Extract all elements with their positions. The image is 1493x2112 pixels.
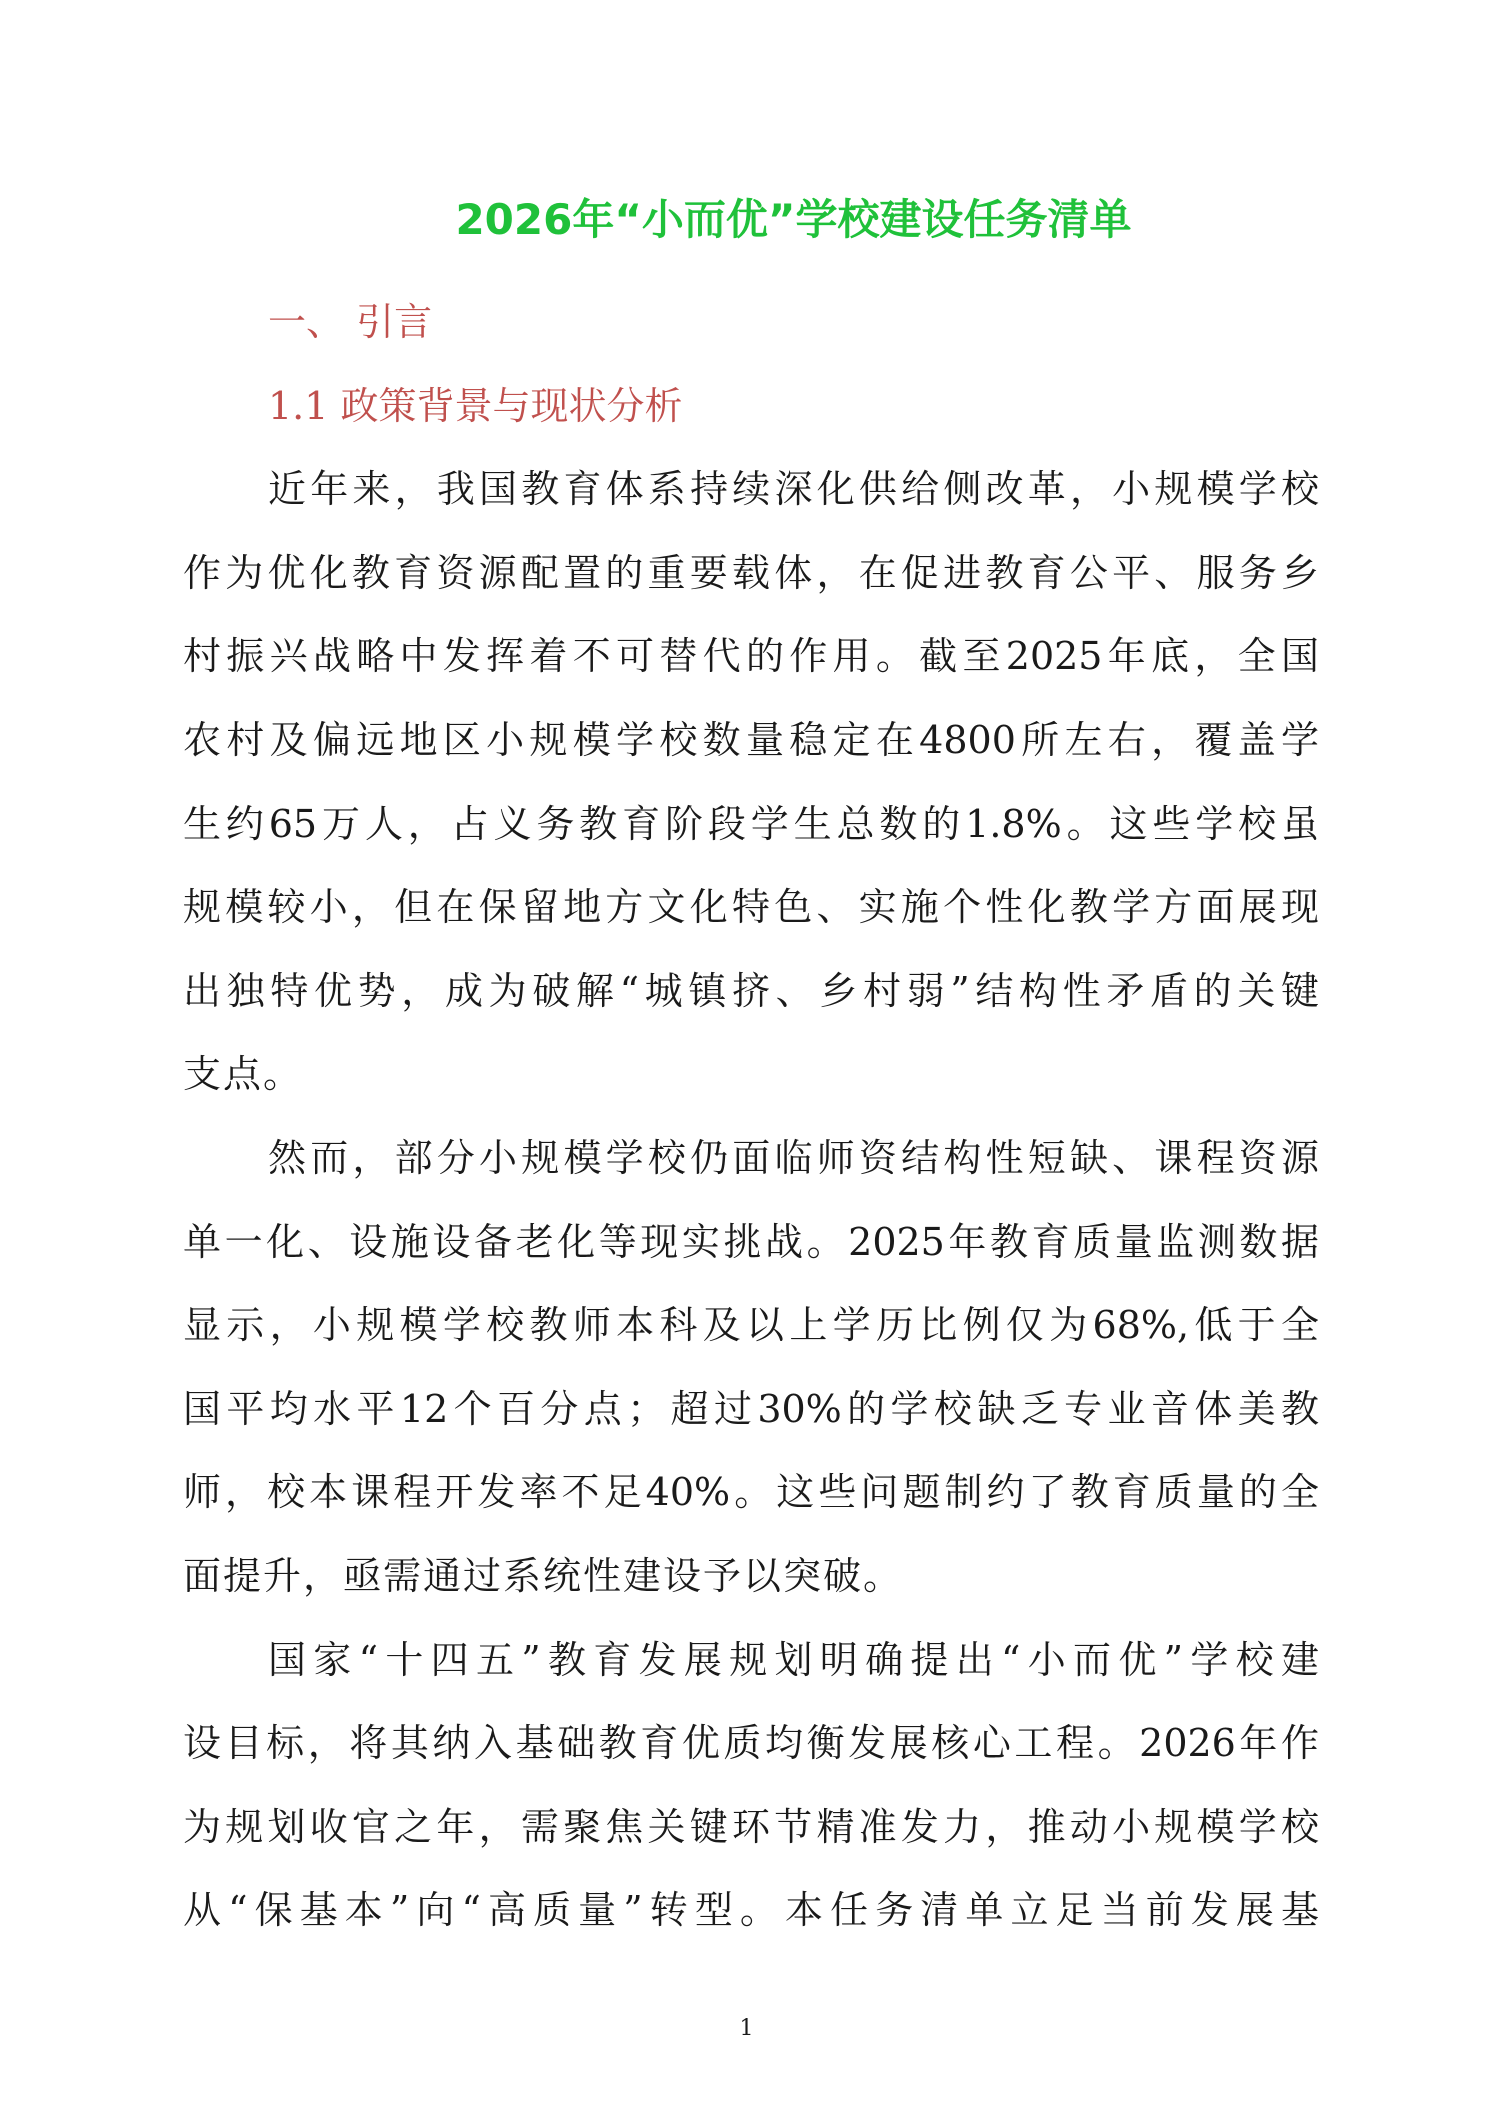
paragraph-line: 村振兴战略中发挥着不可替代的作用。截至2025年底，全国 (183, 634, 1319, 679)
paragraph-line: 然而，部分小规模学校仍面临师资结构性短缺、课程资源 (268, 1135, 1319, 1180)
document-title: 2026年“小而优”学校建设任务清单 (455, 195, 1132, 244)
paragraph-line: 国家“十四五”教育发展规划明确提出“小而优”学校建 (268, 1637, 1319, 1682)
paragraph-line: 从“保基本”向“高质量”转型。本任务清单立足当前发展基 (183, 1888, 1319, 1933)
paragraph-1 (183, 448, 1319, 1117)
paragraph-line: 生约65万人，占义务教育阶段学生总数的1.8%。这些学校虽 (183, 801, 1319, 846)
page-number: 1 (739, 2016, 754, 2041)
paragraph-line: 面提升，亟需通过系统性建设予以突破。 (183, 1553, 904, 1598)
paragraph-line: 显示，小规模学校教师本科及以上学历比例仅为68%,低于全 (183, 1303, 1319, 1348)
section-heading: 一、 引言 (268, 300, 433, 344)
document-body (183, 281, 1319, 1953)
paragraph-2 (183, 1117, 1319, 1619)
paragraph-line: 支点。 (183, 1052, 304, 1097)
paragraph-line: 国平均水平12个百分点；超过30%的学校缺乏专业音体美教 (183, 1386, 1319, 1431)
paragraph-line: 作为优化教育资源配置的重要载体，在促进教育公平、服务乡 (183, 550, 1319, 595)
paragraph-line: 为规划收官之年，需聚焦关键环节精准发力，推动小规模学校 (183, 1804, 1319, 1849)
paragraph-line: 农村及偏远地区小规模学校数量稳定在4800所左右，覆盖学 (183, 717, 1319, 762)
paragraph-line: 单一化、设施设备老化等现实挑战。2025年教育质量监测数据 (183, 1219, 1319, 1264)
paragraph-line: 近年来，我国教育体系持续深化供给侧改革，小规模学校 (268, 467, 1319, 512)
paragraph-3 (183, 1619, 1319, 1953)
subsection-heading: 1.1 政策背景与现状分析 (268, 383, 683, 428)
paragraph-line: 出独特优势，成为破解“城镇挤、乡村弱”结构性矛盾的关键 (183, 968, 1319, 1013)
paragraph-line: 规模较小，但在保留地方文化特色、实施个性化教学方面展现 (183, 885, 1319, 930)
paragraph-line: 设目标，将其纳入基础教育优质均衡发展核心工程。2026年作 (183, 1721, 1319, 1766)
paragraph-line: 师，校本课程开发率不足40%。这些问题制约了教育质量的全 (183, 1470, 1319, 1515)
